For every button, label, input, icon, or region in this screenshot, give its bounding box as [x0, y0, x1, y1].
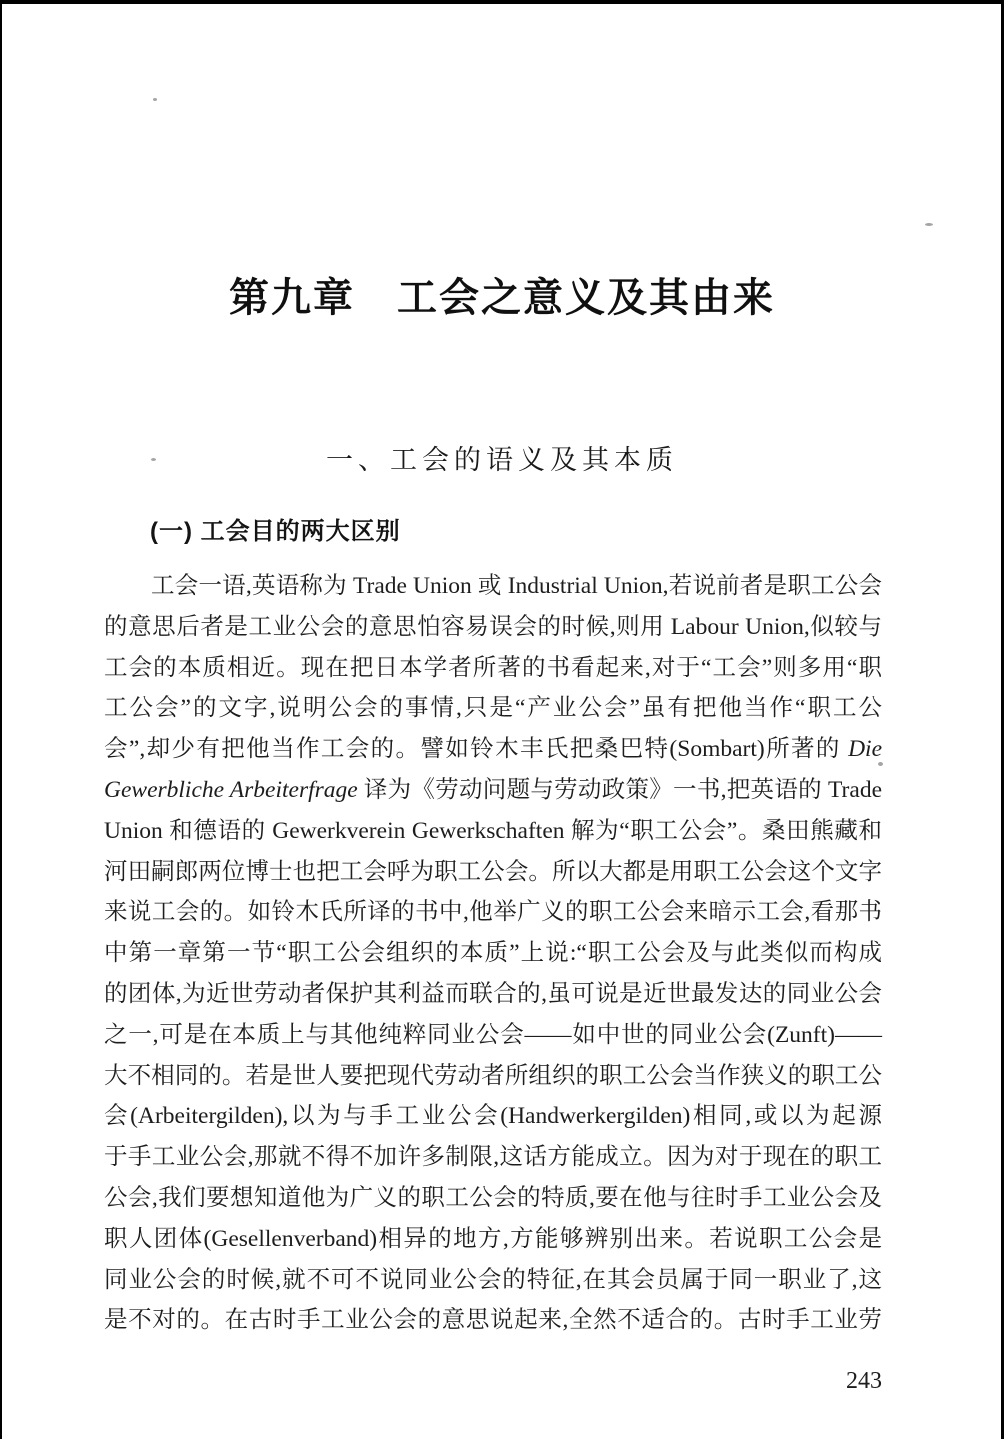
text-run: 同业公会的时候,就不可不说同业公会的特征,在其会员属于同一职业了,这: [104, 1266, 882, 1293]
text-line: [104, 1219, 882, 1260]
text-line: [104, 852, 882, 893]
text-run: 来说工会的。如铃木氏所译的书中,他举广义的职工公会来暗示工会,看那书: [104, 899, 882, 926]
text-run: 的意思后者是工业公会的意思怕容易误会的时候,则用 Labour Union,似较与: [104, 613, 882, 640]
text-line: [104, 933, 882, 974]
text-line: [104, 770, 882, 811]
scan-speck: [925, 223, 933, 226]
scan-edge-top: [0, 0, 1004, 4]
scan-speck: [153, 98, 157, 101]
text-line: [104, 1137, 882, 1178]
text-line: [104, 892, 882, 933]
text-run: 于手工业公会,那就不得不加许多制限,这话方能成立。因为对于现在的职工: [104, 1144, 882, 1171]
text-line: [104, 729, 882, 770]
text-line: [104, 811, 882, 852]
text-run: 工会一语,英语称为 Trade Union 或 Industrial Union,若说前者是职工公会: [151, 573, 882, 599]
text-run: 之一,可是在本质上与其他纯粹同业公会——如中世的同业公会(Zunft)——: [104, 1021, 882, 1048]
text-line: [104, 1300, 882, 1341]
text-line: [104, 648, 882, 689]
text-run: 公会,我们要想知道他为广义的职工公会的特质,要在他与往时手工业公会及: [104, 1184, 882, 1211]
text-run: 译为《劳动问题与劳动政策》一书,把英语的 Trade: [357, 776, 882, 803]
text-run: 河田嗣郎两位博士也把工会呼为职工公会。所以大都是用职工公会这个文字: [104, 858, 882, 885]
text-run: Union 和德语的 Gewerkverein Gewerkschaften 解为“职工公会”。桑田熊藏和: [104, 817, 882, 844]
text-line: [104, 688, 882, 729]
text-run: 工公会”的文字,说明公会的事情,只是“产业公会”虽有把他当作“职工公: [104, 695, 882, 722]
text-line: [104, 607, 882, 648]
scan-edge-left: [0, 0, 2, 1439]
section-title: 一、工会的语义及其本质: [326, 445, 678, 475]
text-run: 职人团体(Gesellenverband)相异的地方,方能够辨别出来。若说职工公会是: [104, 1225, 882, 1252]
text-run: 工会的本质相近。现在把日本学者所著的书看起来,对于“工会”则多用“职: [104, 654, 882, 681]
text-run: 会(Arbeitergilden),以为与手工业公会(Handwerkergilden)相同,或以为起源: [104, 1103, 882, 1130]
text-line: [104, 1015, 882, 1056]
page-number: 243: [846, 1368, 882, 1394]
text-line: [104, 974, 882, 1015]
text-line: [104, 1178, 882, 1219]
text-run: 的团体,为近世劳动者保护其利益而联合的,虽可说是近世最发达的同业公会: [104, 980, 882, 1007]
body-text: [104, 566, 882, 1341]
text-run: 是不对的。在古时手工业公会的意思说起来,全然不适合的。古时手工业劳: [104, 1307, 882, 1334]
subsection-title: (一) 工会目的两大区别: [150, 518, 401, 545]
text-line: [104, 1260, 882, 1301]
text-line: [104, 1096, 882, 1137]
text-run: 大不相同的。若是世人要把现代劳动者所组织的职工公会当作狭义的职工公: [104, 1062, 882, 1089]
text-line: [104, 1056, 882, 1097]
chapter-title: 第九章 工会之意义及其由来: [229, 275, 775, 320]
italic-term: Die: [848, 736, 882, 763]
text-run: 会”,却少有把他当作工会的。譬如铃木丰氏把桑巴特(Sombart)所著的: [104, 736, 849, 763]
text-line: [104, 566, 882, 607]
italic-term: Gewerbliche Arbeiterfrage: [104, 776, 358, 803]
text-run: 中第一章第一节“职工公会组织的本质”上说:“职工公会及与此类似而构成: [104, 940, 882, 967]
